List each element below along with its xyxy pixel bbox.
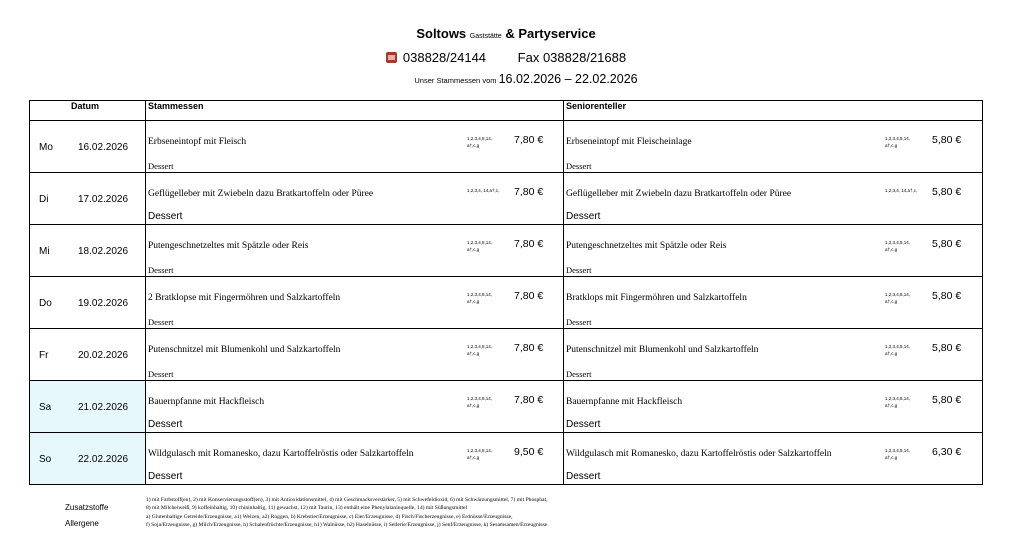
dish-name: 2 Bratklopse mit Fingermöhren und Salzkartoffeln xyxy=(148,293,341,303)
additive-codes: 1,2,3,4,8,14, a†,c,g xyxy=(467,136,493,148)
price: 7,80 € xyxy=(514,134,544,146)
weekday: So xyxy=(39,454,52,465)
dish-name: Geflügelleber mit Zwiebeln dazu Bratkartoffeln oder Püree xyxy=(148,189,374,199)
price: 5,80 € xyxy=(932,134,962,146)
dessert: Dessert xyxy=(566,419,601,430)
legend-line: a) Glutenhaltige Getreide/Erzeugnisse, a1) Weizen, a2) Roggen, b) Krebstier/Erzeugnisse, c) Eier/Erzeugnisse, d) Fisch/Fischerzeugnisse, e) Erdnüsse/Erzeugnisse, xyxy=(146,513,513,520)
contact-line xyxy=(0,50,1012,65)
date-cell xyxy=(30,433,146,485)
column-header-stammessen: Stammessen xyxy=(146,101,564,121)
date: 19.02.2026 xyxy=(78,298,129,309)
seniorenteller-cell xyxy=(564,433,983,485)
restaurant-subtitle: Gaststätte xyxy=(469,33,502,40)
dessert: Dessert xyxy=(148,419,183,430)
additive-codes: 1,2,3,4,8,14, a†,c,g xyxy=(467,240,493,252)
dessert: Dessert xyxy=(566,317,592,327)
date-cell xyxy=(30,381,146,433)
price: 5,80 € xyxy=(932,290,962,302)
additive-codes: 1,2,3,4,8,14, a†,c,g xyxy=(467,292,493,304)
date: 20.02.2026 xyxy=(78,350,129,361)
stammessen-cell xyxy=(146,329,564,381)
seniorenteller-cell xyxy=(564,381,983,433)
date: 17.02.2026 xyxy=(78,194,129,205)
dish-name: Wildgulasch mit Romanesko, dazu Kartoffelröstis oder Salzkartoffeln xyxy=(148,449,414,459)
legend-line: f) Soja/Erzeugnisse, g) Milch/Erzeugnisse, h) Schalenfrüchte/Erzeugnisse, h1) Walnüsse, h2) Haselnüsse, i) Sellerie/Erzeugnisse, j) Senf/Erzeugnisse, k) Sesamsamen/Erzeugnisse xyxy=(146,522,548,529)
dessert: Dessert xyxy=(566,369,592,379)
dish-name: Wildgulasch mit Romanesko, dazu Kartoffelröstis oder Salzkartoffeln xyxy=(566,449,832,459)
column-header-datum: Datum xyxy=(30,101,146,121)
dish-name: Putengeschnetzeltes mit Spätzle oder Reis xyxy=(148,241,309,251)
dish-name: Putenschnitzel mit Blumenkohl und Salzkartoffeln xyxy=(148,345,341,355)
legend-line: 8) mit Milcheiweiß, 9) koffeinhaltig, 10) chininhaltig, 11) gewachst, 12) mit Taurin, 13) enthält eine Phenylalaninquelle, 14) mit Süßungsmittel xyxy=(146,505,468,512)
price: 5,80 € xyxy=(932,186,962,198)
seniorenteller-cell xyxy=(564,277,983,329)
dessert: Dessert xyxy=(566,161,592,171)
dish-name: Putenschnitzel mit Blumenkohl und Salzkartoffeln xyxy=(566,345,759,355)
additive-codes: 1,2,3,4,8,14, a†,c,g xyxy=(467,344,493,356)
date-cell xyxy=(30,225,146,277)
table-row xyxy=(30,173,983,225)
dish-name: Erbseneintopf mit Fleisch xyxy=(148,137,247,147)
seniorenteller-cell xyxy=(564,329,983,381)
label-zusatzstoffe: Zusatzstoffe xyxy=(65,503,109,512)
menu-period xyxy=(0,72,1024,86)
date-cell xyxy=(30,121,146,173)
additive-codes: 1,2,3,4,8,14, a†,c,g xyxy=(885,292,911,304)
table-row xyxy=(30,381,983,433)
column-header-seniorenteller: Seniorenteller xyxy=(564,101,983,121)
table-row xyxy=(30,225,983,277)
additive-codes: 1,2,3,4,8,14, a†,c,g xyxy=(467,396,493,408)
table-row xyxy=(30,277,983,329)
dish-name: Bratklops mit Fingermöhren und Salzkartoffeln xyxy=(566,293,747,303)
telephone-icon xyxy=(386,52,397,63)
additive-codes: 1,2,3,4,8,14, a†,c,g xyxy=(885,396,911,408)
price: 5,80 € xyxy=(932,238,962,250)
dessert: Dessert xyxy=(148,265,174,275)
header-row xyxy=(30,101,983,121)
price: 6,30 € xyxy=(932,446,962,458)
seniorenteller-cell xyxy=(564,173,983,225)
weekday: Do xyxy=(39,298,52,309)
date: 21.02.2026 xyxy=(78,402,129,413)
weekday: Fr xyxy=(39,350,49,361)
price: 9,50 € xyxy=(514,446,544,458)
footer-labels xyxy=(65,500,108,532)
additive-codes: 1,2,3,4, 14,a†,c, xyxy=(885,188,918,193)
restaurant-suffix: & Partyservice xyxy=(505,26,596,41)
period-label: Unser Stammessen vom xyxy=(414,76,497,85)
dessert: Dessert xyxy=(148,369,174,379)
additive-codes: 1,2,3,4,8,14, a†,c,g xyxy=(467,448,493,460)
dish-name: Putengeschnetzeltes mit Spätzle oder Reis xyxy=(566,241,727,251)
price: 5,80 € xyxy=(932,342,962,354)
additive-codes: 1,2,3,4,8,14, a†,c,g xyxy=(885,448,911,460)
table-row xyxy=(30,329,983,381)
weekday: Di xyxy=(39,194,49,205)
stammessen-cell xyxy=(146,225,564,277)
date-cell xyxy=(30,329,146,381)
dessert: Dessert xyxy=(148,211,183,222)
date: 18.02.2026 xyxy=(78,246,129,257)
stammessen-cell xyxy=(146,381,564,433)
seniorenteller-cell xyxy=(564,225,983,277)
dish-name: Erbseneintopf mit Fleischeinlage xyxy=(566,137,692,147)
weekday: Sa xyxy=(39,402,52,413)
date: 22.02.2026 xyxy=(78,454,129,465)
period-dates: 16.02.2026 – 22.02.2026 xyxy=(498,72,638,86)
dish-name: Geflügelleber mit Zwiebeln dazu Bratkartoffeln oder Püree xyxy=(566,189,792,199)
seniorenteller-cell xyxy=(564,121,983,173)
stammessen-cell xyxy=(146,121,564,173)
legend-line: 1) mit Farbstoff(en), 2) mit Konservierungsstoff(en), 3) mit Antioxidationsmittel, 4) mit Geschmacksverstärker, 5) mit Schwefeldioxid, 6) mit Schwärzungsmittel, 7) mit Phosphat, xyxy=(146,497,548,503)
additive-codes: 1,2,3,4,8,14, a†,c,g xyxy=(885,344,911,356)
date: 16.02.2026 xyxy=(78,142,129,153)
date-cell xyxy=(30,173,146,225)
stammessen-cell xyxy=(146,277,564,329)
additive-codes: 1,2,3,4,8,14, a†,c,g xyxy=(885,136,911,148)
price: 7,80 € xyxy=(514,342,544,354)
footer-legend xyxy=(146,496,706,530)
price: 7,80 € xyxy=(514,394,544,406)
price: 5,80 € xyxy=(932,394,962,406)
stammessen-cell xyxy=(146,173,564,225)
page-title xyxy=(0,26,1012,41)
dish-name: Bauernpfanne mit Hackfleisch xyxy=(148,397,265,407)
date-cell xyxy=(30,277,146,329)
additive-codes: 1,2,3,4, 14,a†,c, xyxy=(467,188,500,193)
dessert: Dessert xyxy=(148,161,174,171)
dessert: Dessert xyxy=(566,471,601,482)
dessert: Dessert xyxy=(566,211,601,222)
price: 7,80 € xyxy=(514,238,544,250)
dish-name: Bauernpfanne mit Hackfleisch xyxy=(566,397,683,407)
price: 7,80 € xyxy=(514,290,544,302)
menu-table xyxy=(29,100,983,485)
dessert: Dessert xyxy=(148,317,174,327)
weekday: Mi xyxy=(39,246,50,257)
phone-number: 038828/24144 xyxy=(402,50,487,65)
dessert: Dessert xyxy=(148,471,183,482)
price: 7,80 € xyxy=(514,186,544,198)
table-row xyxy=(30,433,983,485)
additive-codes: 1,2,3,4,8,14, a†,c,g xyxy=(885,240,911,252)
label-allergene: Allergene xyxy=(65,519,99,528)
dessert: Dessert xyxy=(566,265,592,275)
table-row xyxy=(30,121,983,173)
restaurant-name: Soltows xyxy=(416,26,467,41)
fax-number: Fax 038828/21688 xyxy=(517,50,627,65)
stammessen-cell xyxy=(146,433,564,485)
weekday: Mo xyxy=(39,142,53,153)
